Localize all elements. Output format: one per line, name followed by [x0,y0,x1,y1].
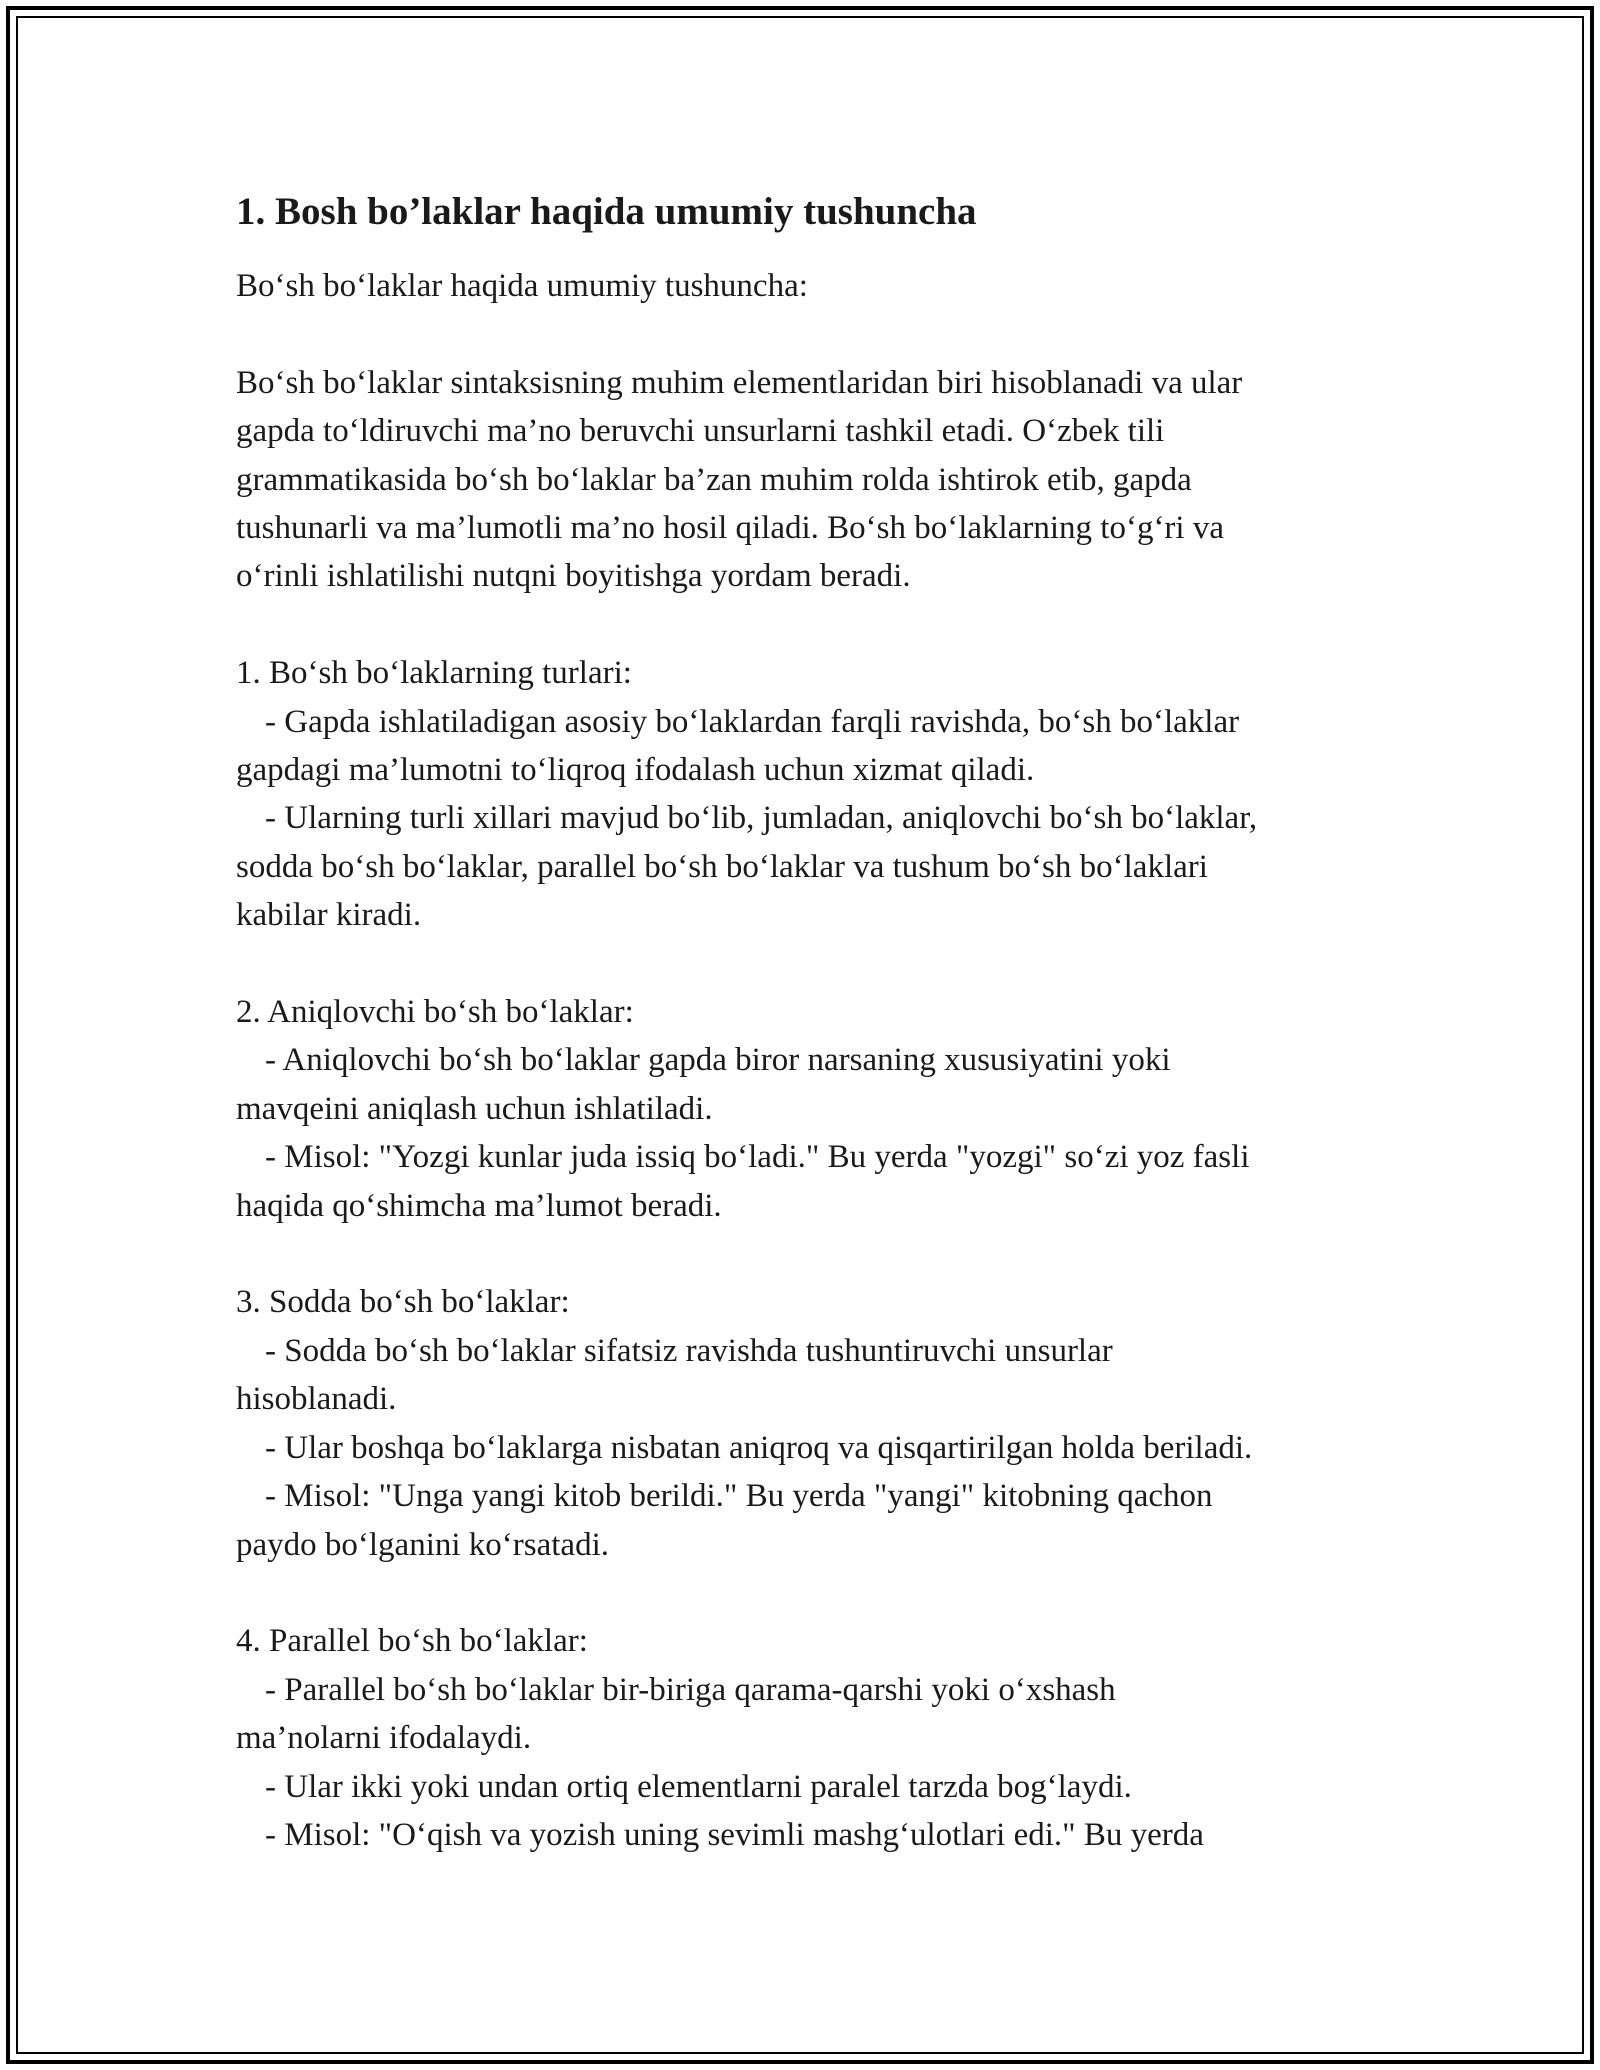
bullet-continuation: gapdagi ma’lumotni to‘liqroq ifodalash uchun xizmat qiladi. [236,752,1035,789]
document-page [236,188,1376,1859]
intro-paragraph [236,359,1376,601]
paragraph-gap [236,1230,1376,1278]
section-heading: 4. Parallel bo‘sh bo‘laklar: [236,1623,588,1660]
paragraph-gap [236,940,1376,988]
intro-line: tushunarli va ma’lumotli ma’no hosil qiladi. Bo‘sh bo‘laklarning to‘g‘ri va [236,510,1224,547]
paragraph-gap [236,310,1376,358]
section-heading: 3. Sodda bo‘sh bo‘laklar: [236,1284,570,1321]
bullet-line: - Misol: "O‘qish va yozish uning sevimli mashg‘ulotlari edi." Bu yerda [265,1816,1204,1853]
intro-line: Bo‘sh bo‘laklar sintaksisning muhim elementlaridan biri hisoblanadi va ular [236,364,1243,401]
bullet-continuation: ma’nolarni ifodalaydi. [236,1720,532,1757]
intro-line: grammatikasida bo‘sh bo‘laklar ba’zan muhim rolda ishtirok etib, gapda [236,461,1192,498]
section-aniqlovchi [236,988,1376,1230]
bullet-line: - Parallel bo‘sh bo‘laklar bir-biriga qarama-qarshi yoki o‘xshash [265,1671,1116,1708]
intro-line: o‘rinli ishlatilishi nutqni boyitishga yordam beradi. [236,558,911,595]
paragraph-gap [236,601,1376,649]
intro-heading: Bo‘sh bo‘laklar haqida umumiy tushuncha: [236,268,808,304]
bullet-line: - Misol: "Unga yangi kitob berildi." Bu yerda "yangi" kitobning qachon [265,1478,1213,1515]
bullet-continuation: paydo bo‘lganini ko‘rsatadi. [236,1526,609,1563]
bullet-continuation: haqida qo‘shimcha ma’lumot beradi. [236,1187,722,1224]
bullet-continuation: sodda bo‘sh bo‘laklar, parallel bo‘sh bo‘laklar va tushum bo‘sh bo‘laklari [236,848,1208,885]
bullet-continuation: mavqeini aniqlash uchun ishlatiladi. [236,1090,713,1127]
bullet-line: - Ular boshqa bo‘laklarga nisbatan aniqroq va qisqartirilgan holda beriladi. [265,1429,1253,1466]
bullet-line: - Sodda bo‘sh bo‘laklar sifatsiz ravishda tushuntiruvchi unsurlar [265,1332,1113,1369]
bullet-line: - Aniqlovchi bo‘sh bo‘laklar gapda biror narsaning xususiyatini yoki [265,1042,1171,1079]
bullet-continuation: kabilar kiradi. [236,897,422,934]
section-heading: 2. Aniqlovchi bo‘sh bo‘laklar: [236,994,634,1031]
section-parallel [236,1617,1376,1859]
document-title: 1. Bosh bo’laklar haqida umumiy tushuncha [236,190,977,233]
section-turlari [236,649,1376,939]
bullet-continuation: hisoblanadi. [236,1381,397,1418]
intro-line: gapda to‘ldiruvchi ma’no beruvchi unsurlarni tashkil etadi. O‘zbek tili [236,413,1165,450]
section-sodda [236,1278,1376,1568]
bullet-line: - Ular ikki yoki undan ortiq elementlarni paralel tarzda bog‘laydi. [265,1768,1132,1805]
bullet-line: - Ularning turli xillari mavjud bo‘lib, jumladan, aniqlovchi bo‘sh bo‘laklar, [265,800,1258,837]
paragraph-gap [236,1569,1376,1617]
section-heading: 1. Bo‘sh bo‘laklarning turlari: [236,655,632,692]
bullet-line: - Gapda ishlatiladigan asosiy bo‘laklardan farqli ravishda, bo‘sh bo‘laklar [265,703,1240,740]
bullet-line: - Misol: "Yozgi kunlar juda issiq bo‘ladi." Bu yerda "yozgi" so‘zi yoz fasli [265,1139,1250,1176]
